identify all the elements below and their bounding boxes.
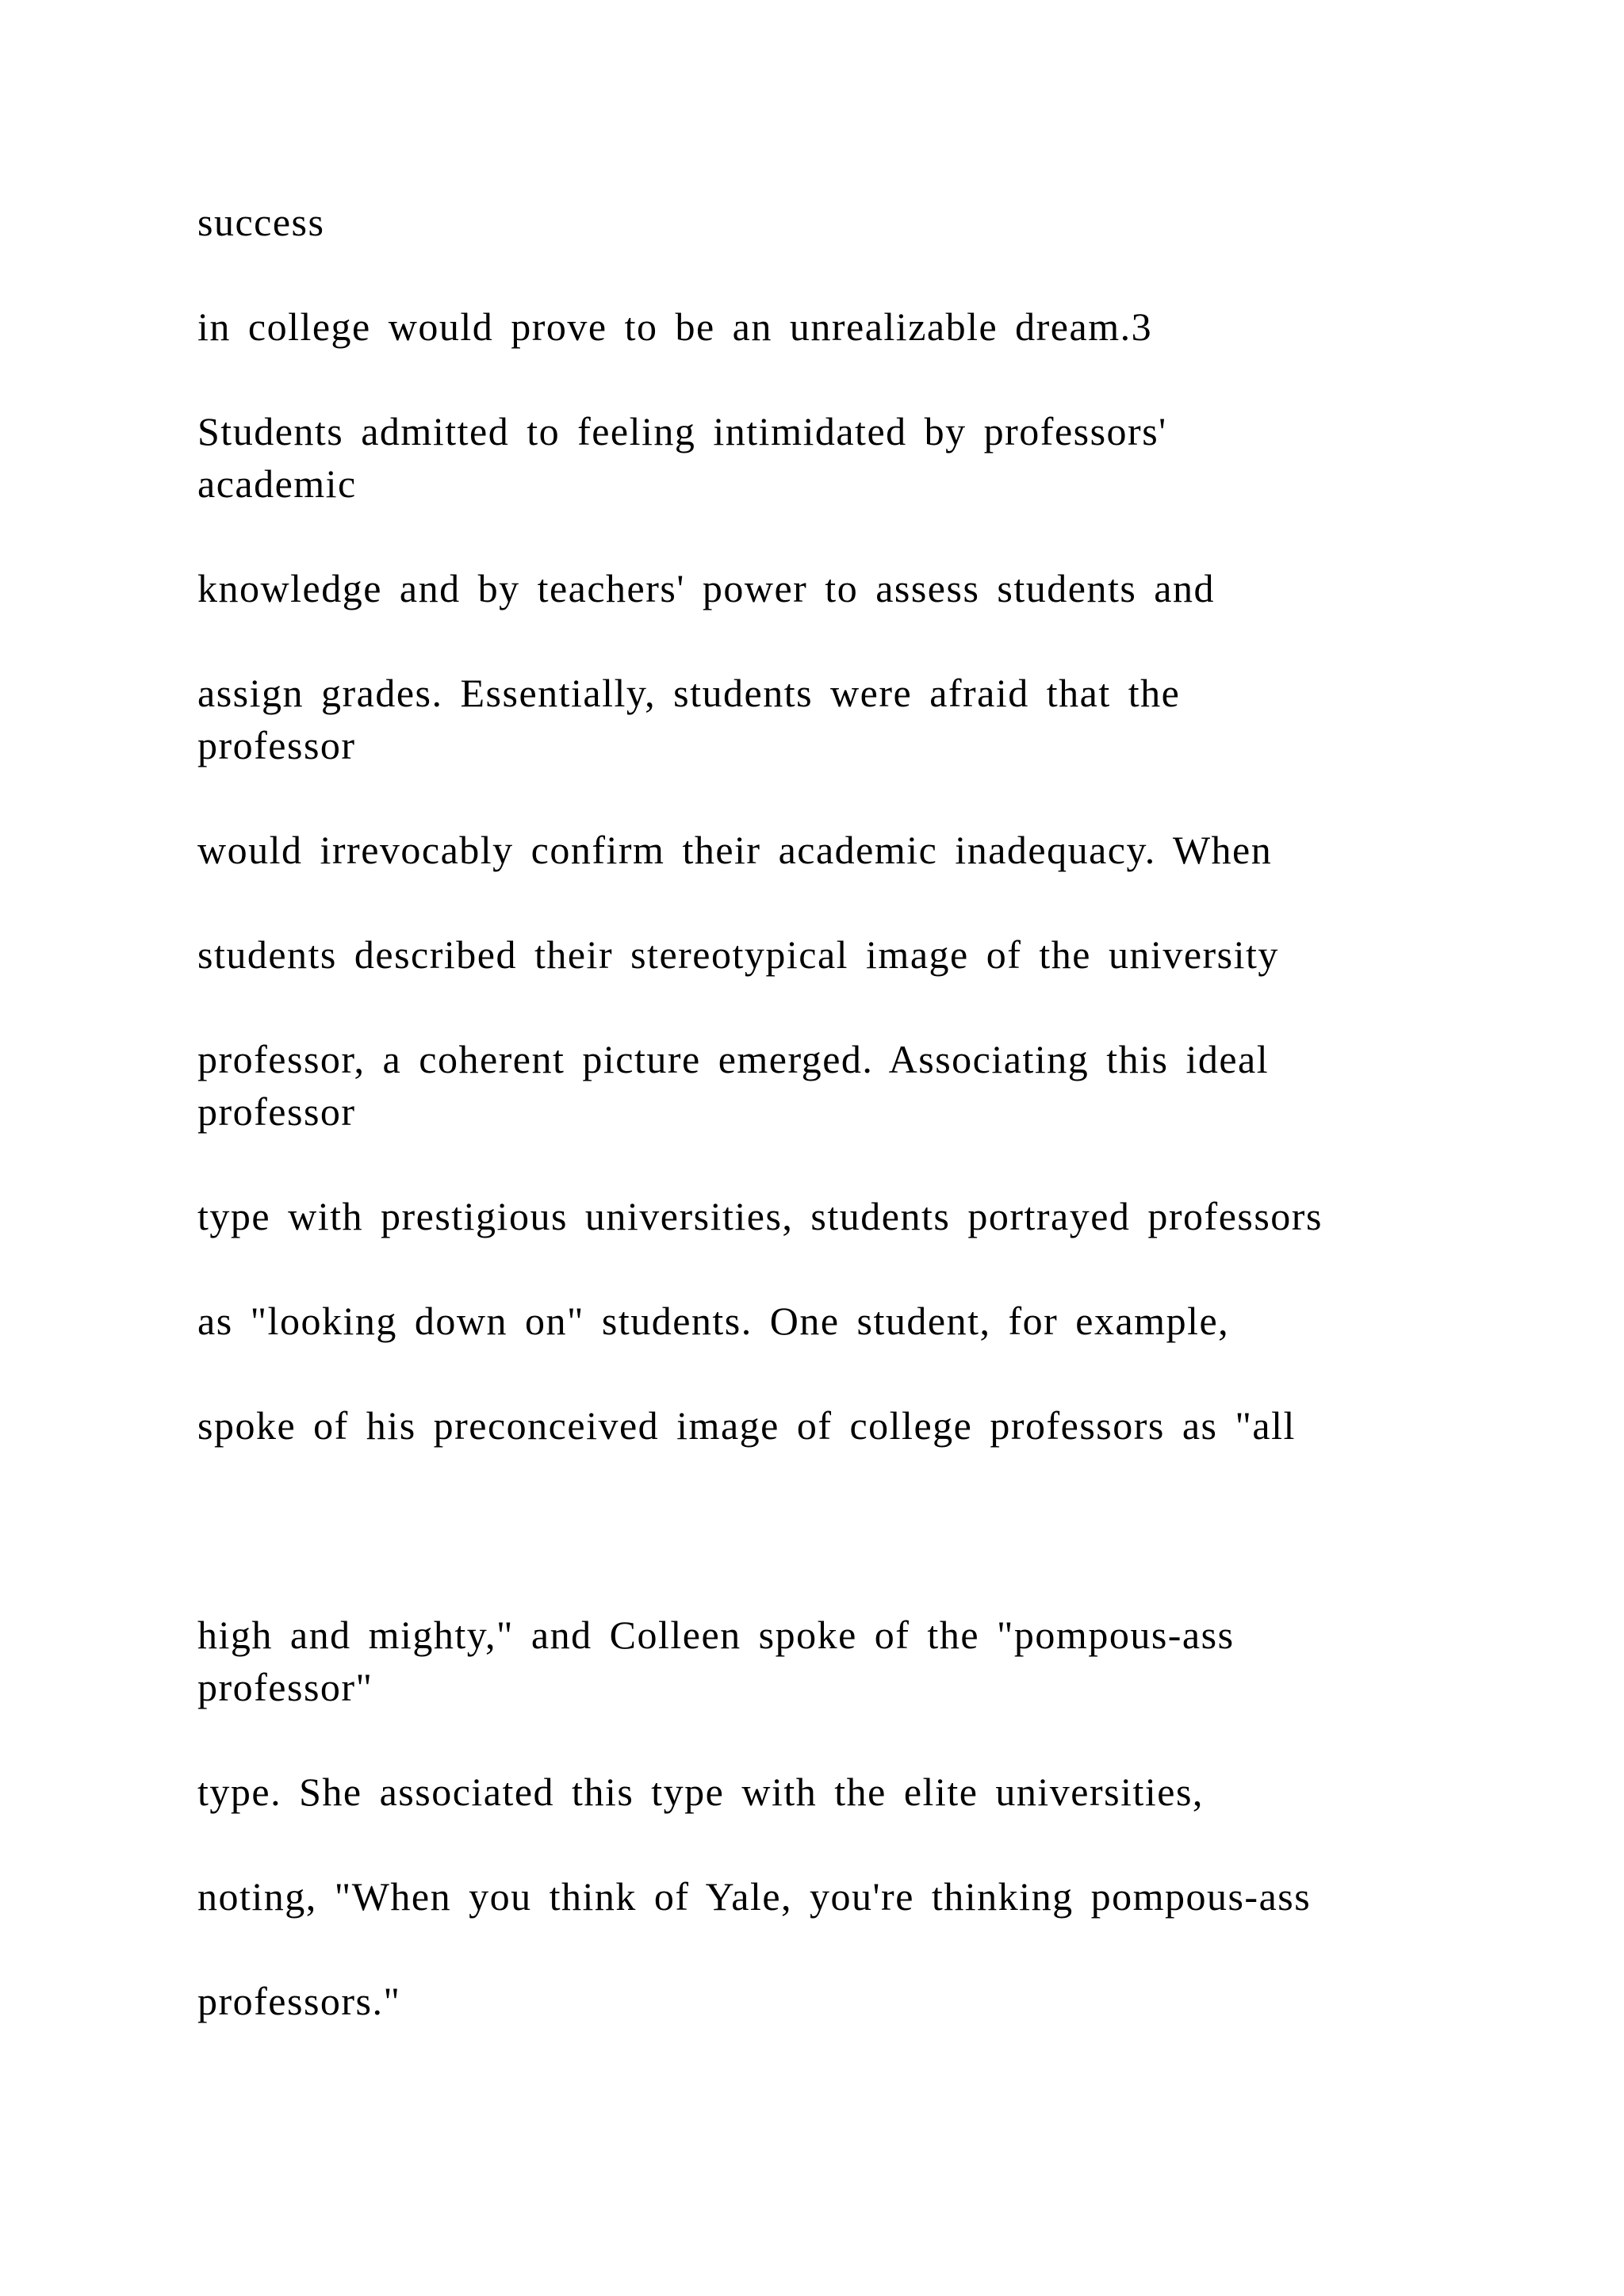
text-line: as "looking down on" students. One student, for example, [197,1299,1230,1343]
text-line: noting, "When you think of Yale, you're thinking pompous-ass [197,1874,1312,1919]
text-line: success [197,200,325,244]
text-line: in college would prove to be an unrealizable dream.3 [197,304,1153,349]
text-line: type with prestigious universities, students portrayed professors [197,1194,1323,1238]
text-line: knowledge and by teachers' power to assess students and [197,566,1215,610]
text-line: assign grades. Essentially, students were afraid that the [197,671,1181,715]
text-line: professors." [197,1979,401,2023]
text-line: professor [197,723,356,767]
text-line: type. She associated this type with the elite universities, [197,1770,1204,1814]
text-line: professor, a coherent picture emerged. Associating this ideal [197,1037,1270,1081]
text-line: students described their stereotypical image of the university [197,932,1279,977]
text-line: academic [197,461,357,506]
text-line: professor [197,1089,356,1134]
text-line: would irrevocably confirm their academic inadequacy. When [197,828,1273,872]
text-line: spoke of his preconceived image of college professors as "all [197,1403,1296,1448]
text-line: professor" [197,1665,373,1709]
text-line: Students admitted to feeling intimidated by professors' [197,409,1167,453]
text-line: high and mighty," and Colleen spoke of the "pompous-ass [197,1613,1235,1657]
